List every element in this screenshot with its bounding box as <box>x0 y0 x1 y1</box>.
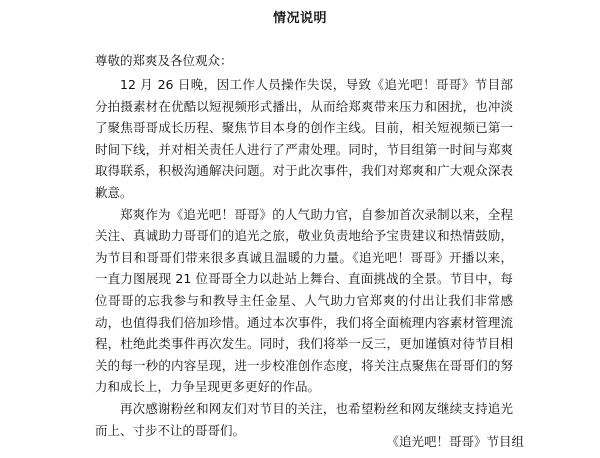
paragraph-appreciation: 郑爽作为《追光吧！哥哥》的人气助力官，自参加首次录制以来，全程关注、真诚助力哥哥们的追光之旅，敬业负责地给予宝贵建议和热情鼓励，为节目和哥哥们带来很多真诚且温暖的力量。《追光吧！哥哥》开播以来，一直力图展现 21 位哥哥全力以赴站上舞台、直面挑战的全景。节目中，每位哥哥的忘我参与和教导主任金星、人气助力官郑爽的付出让我们非常感动，也值得我们倍加珍惜。通过本次事件，我们将全面梳理内容素材管理流程，杜绝此类事件再次发生。同时，我们将举一反三，更加谨慎对待节目相关的每一秒的内容呈现，进一步校准创作态度，将关注点聚焦在哥哥们的努力和成长上，力争呈现更多更好的作品。 <box>95 206 513 395</box>
paragraph-thanks: 再次感谢粉丝和网友们对节目的关注，也希望粉丝和网友继续支持追光而上、寸步不让的哥哥们。 <box>95 400 513 438</box>
signature: 《追光吧！哥哥》节目组 <box>386 434 524 449</box>
paragraph-incident: 12 月 26 日晚，因工作人员操作失误，导致《追光吧！哥哥》节目部分拍摄素材在优酷以短视频形式播出，从而给郑爽带来压力和困扰，也冲淡了聚焦哥哥成长历程、聚焦节目本身的创作主线。目前，相关短视频已第一时间下线，并对相关责任人进行了严肃处理。同时，节目组第一时间与郑爽取得联系，积极沟通解决问题。对于此次事件，我们对郑爽和广大观众深表歉意。 <box>95 77 513 200</box>
salutation: 尊敬的郑爽及各位观众： <box>95 53 233 68</box>
document-title: 情况说明 <box>272 11 327 26</box>
document-body <box>95 74 513 441</box>
